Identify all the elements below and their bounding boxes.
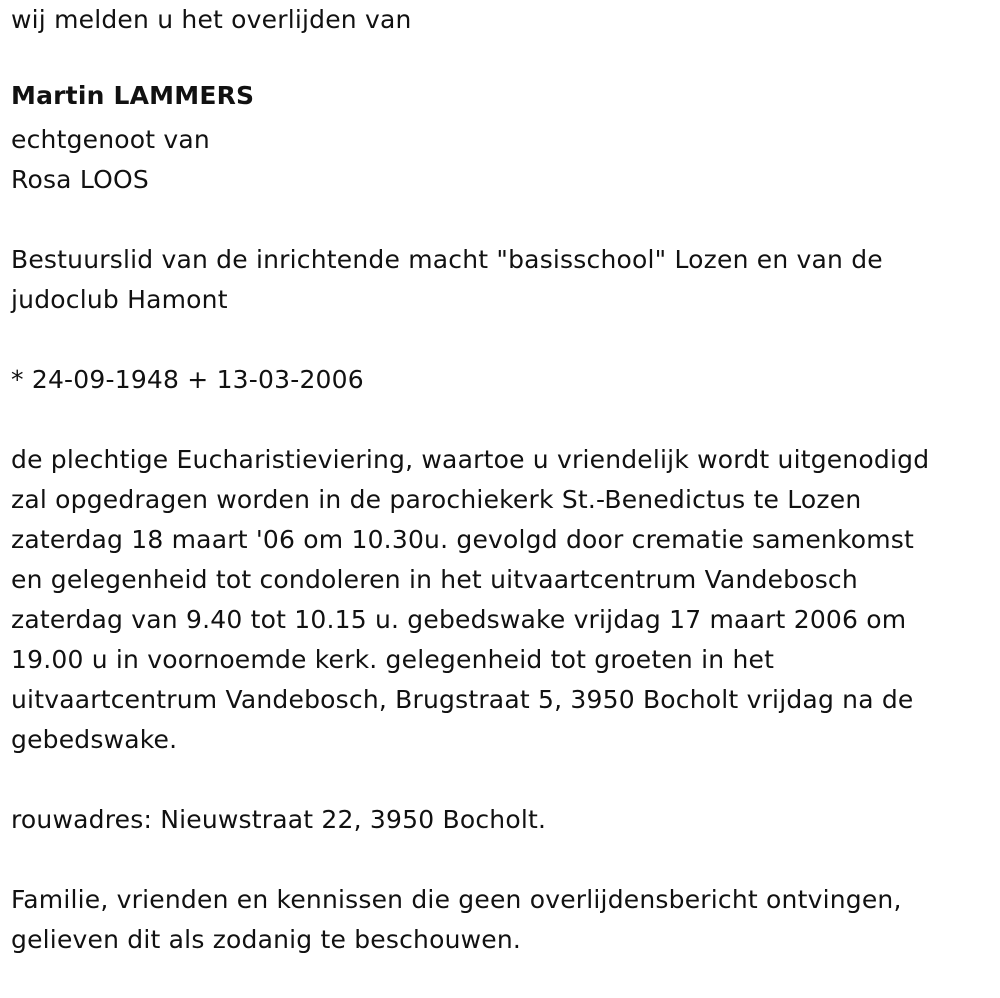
intro-text: wij melden u het overlijden van bbox=[11, 5, 412, 34]
service-line: zaterdag van 9.40 tot 10.15 u. gebedswake vrijdag 17 maart 2006 om bbox=[11, 605, 907, 634]
service-line: en gelegenheid tot condoleren in het uitvaartcentrum Vandebosch bbox=[11, 565, 858, 594]
death-notice bbox=[11, 0, 996, 960]
closing-paragraph bbox=[11, 880, 996, 960]
service-line: 19.00 u in voornoemde kerk. gelegenheid tot groeten in het bbox=[11, 645, 775, 674]
service-paragraph bbox=[11, 440, 996, 760]
spacer bbox=[11, 760, 996, 800]
spacer bbox=[11, 320, 996, 360]
life-dates: * 24-09-1948 + 13-03-2006 bbox=[11, 365, 364, 394]
spacer bbox=[11, 200, 996, 240]
roles-line: judoclub Hamont bbox=[11, 285, 228, 314]
closing-line: gelieven dit als zodanig te beschouwen. bbox=[11, 925, 522, 954]
spacer bbox=[11, 40, 996, 72]
mourning-address: rouwadres: Nieuwstraat 22, 3950 Bocholt. bbox=[11, 805, 547, 834]
service-line: gebedswake. bbox=[11, 725, 178, 754]
relation-text: echtgenoot van bbox=[11, 125, 210, 154]
spacer bbox=[11, 400, 996, 440]
spouse-name: Rosa LOOS bbox=[11, 165, 149, 194]
deceased-name: Martin LAMMERS bbox=[11, 81, 255, 110]
service-line: zaterdag 18 maart '06 om 10.30u. gevolgd door crematie samenkomst bbox=[11, 525, 915, 554]
spacer bbox=[11, 840, 996, 880]
service-line: zal opgedragen worden in de parochiekerk St.-Benedictus te Lozen bbox=[11, 485, 862, 514]
roles-paragraph bbox=[11, 240, 996, 320]
roles-line: Bestuurslid van de inrichtende macht "basisschool" Lozen en van de bbox=[11, 245, 883, 274]
service-line: uitvaartcentrum Vandebosch, Brugstraat 5, 3950 Bocholt vrijdag na de bbox=[11, 685, 914, 714]
closing-line: Familie, vrienden en kennissen die geen overlijdensbericht ontvingen, bbox=[11, 885, 902, 914]
service-line: de plechtige Eucharistieviering, waartoe u vriendelijk wordt uitgenodigd bbox=[11, 445, 930, 474]
